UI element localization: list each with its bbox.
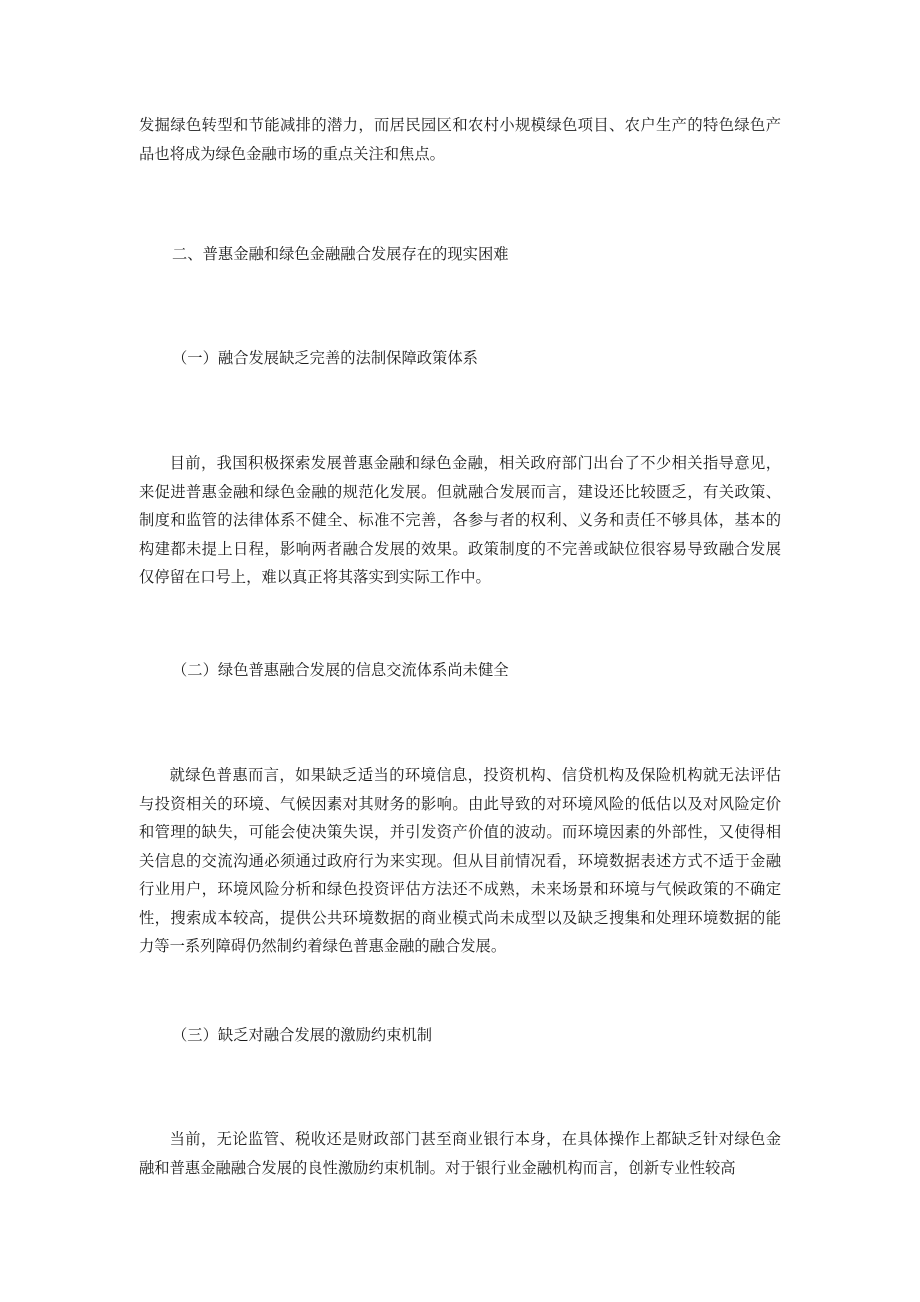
subsection-2-body: 就绿色普惠而言，如果缺乏适当的环境信息，投资机构、信贷机构及保险机构就无法评估与投资相关的环境、气候因素对其财务的影响。由此导致的对环境风险的低估以及对风险定价和管理的缺失，可能会使决策失误，并引发资产价值的波动。而环境因素的外部性，又使得相关信息的交流沟通必须通过政府行为来实现。但从目前情况看，环境数据表述方式不适于金融行业用户，环境风险分析和绿色投资评估方法还不成熟，未来场景和环境与气候政策的不确定性，搜索成本较高，提供公共环境数据的商业模式尚未成型以及缺乏搜集和处理环境数据的能力等一系列障碍仍然制约着绿色普惠金融的融合发展。 [139, 766, 781, 955]
intro-paragraph: 发掘绿色转型和节能减排的潜力，而居民园区和农村小规模绿色项目、农户生产的特色绿色产品也将成为绿色金融市场的重点关注和焦点。 [139, 116, 781, 163]
subsection-1-body: 目前，我国积极探索发展普惠金融和绿色金融，相关政府部门出台了不少相关指导意见，来促进普惠金融和绿色金融的规范化发展。但就融合发展而言，建设还比较匮乏，有关政策、制度和监管的法律体系不健全、标准不完善，各参与者的权利、义务和责任不够具体，基本的构建都未提上日程，影响两者融合发展的效果。政策制度的不完善或缺位很容易导致融合发展仅停留在口号上，难以真正将其落实到实际工作中。 [139, 454, 781, 586]
subsection-3-body: 当前，无论监管、税收还是财政部门甚至商业银行本身，在具体操作上都缺乏针对绿色金融和普惠金融融合发展的良性激励约束机制。对于银行业金融机构而言，创新专业性较高 [139, 1130, 781, 1177]
subsection-3-title: （三）缺乏对融合发展的激励约束机制 [172, 1026, 433, 1044]
subsection-1-title: （一）融合发展缺乏完善的法制保障政策体系 [172, 349, 478, 367]
section-2-title: 二、普惠金融和绿色金融融合发展存在的现实困难 [172, 245, 509, 263]
subsection-2-title: （二）绿色普惠融合发展的信息交流体系尚未健全 [172, 661, 509, 679]
